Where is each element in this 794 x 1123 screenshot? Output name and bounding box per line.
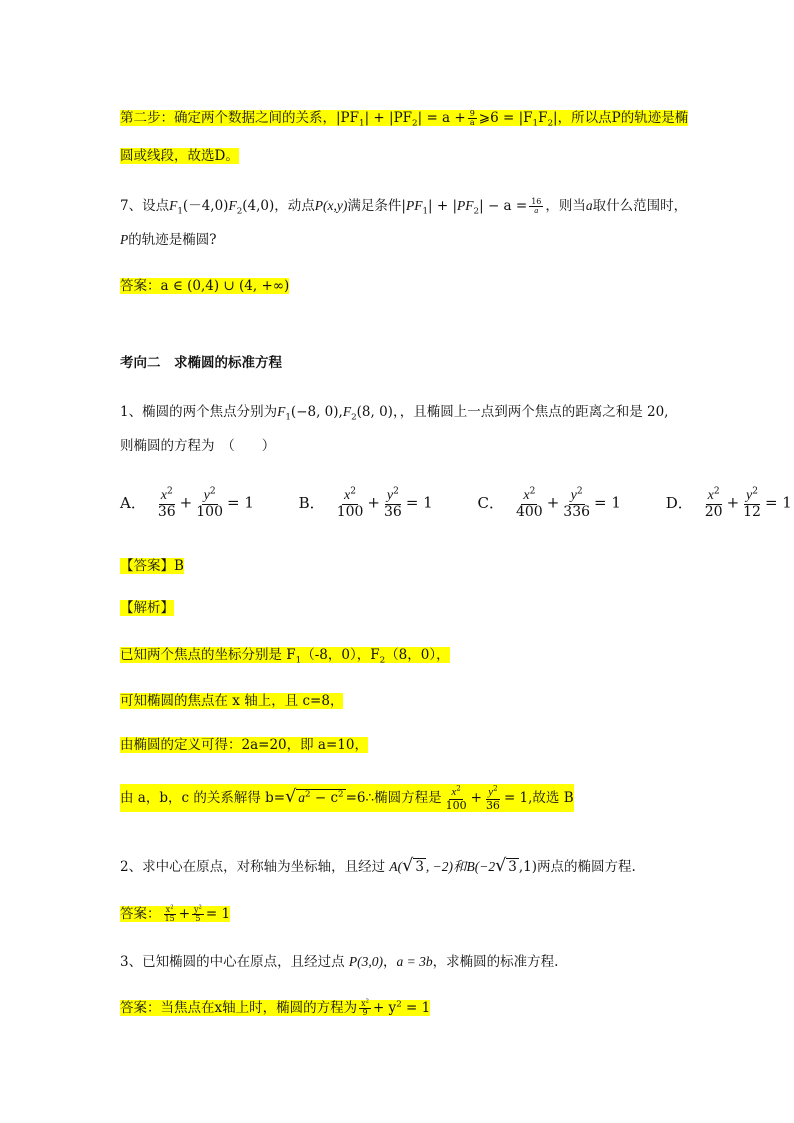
analysis-heading: 【解析】 — [120, 600, 174, 616]
option-a: A． $\frac{x^2}{36}$ + $\frac{y^2}{100}$ = 1 — [120, 486, 254, 520]
analysis-line2: 可知椭圆的焦点在 x 轴上，且 c=8， — [120, 693, 344, 709]
question-1-options — [120, 488, 792, 519]
answer-3: 答案：当焦点在x轴上时，椭圆的方程为 $\frac{x^2}{9}$ + $y^2 = 1$ — [120, 997, 431, 1017]
question-1-line1: 1、椭圆的两个焦点分别为$F_1(-8$, $0),F_2(8$, 0)，，且椭圆上一点到两个焦点的距离之和是 20, — [120, 404, 669, 423]
answer-2: 答案： $\frac{x^2}{15}$ + $\frac{y^2}{5}$ = 1 — [120, 903, 231, 923]
option-b: B． $\frac{x^2}{100}$ + $\frac{y^2}{36}$ = 1 — [298, 486, 433, 520]
question-7-line1: 7、设点$F_1(-4,0)F_2(4,0)$，动点P(x,y)满足条件$|PF_1| + |PF_2| - a$ = $\frac{16}{a}$ ，则当a取什么范围时， — [120, 196, 688, 217]
step2-fraction: $\frac{9}{a}$ — [469, 108, 475, 127]
answer-7: 答案：a ∈ (0,4) ∪ (4, +∞) — [120, 278, 290, 294]
q7-fraction: $\frac{16}{a}$ — [531, 196, 542, 215]
question-1-line2: 则椭圆的方程为 （ ） — [120, 438, 276, 454]
analysis-line3: 由椭圆的定义可得：2a=20，即 a=10， — [120, 737, 368, 753]
step2-line1: 第二步：确定两个数据之间的关系，$|PF_1| + |PF_2| = a$ + $\frac{9}{a}$ ⩾6 = $|F_1F_2|$，所以点P的轨迹是椭 — [120, 108, 689, 129]
analysis-line1: 已知两个焦点的坐标分别是 $F_1(-8$，0），$F_2(8$，0）， — [120, 647, 450, 666]
option-d: D． $\frac{x^2}{20}$ + $\frac{y^2}{12}$ = 1 — [665, 486, 792, 520]
question-2: 2、求中心在原点，对称轴为坐标轴，且经过 A(√ 3 , −2)和B(−2√ 3 ,1)两点的椭圆方程. — [120, 856, 636, 876]
answer-1: 【答案】B — [120, 558, 184, 574]
question-7-line2: P的轨迹是椭圆? — [120, 232, 217, 248]
section-title: 考向二 求椭圆的标准方程 — [120, 355, 282, 371]
analysis-line4: 由 a，b，c 的关系解得 b=√ $a^2 - c^2$ =6∴椭圆方程是 $\frac{x^2}{100}$ + $\frac{y^2}{36}$ = 1,故选 B — [120, 783, 574, 812]
option-c: C． $\frac{x^2}{400}$ + $\frac{y^2}{336}$ = 1 — [477, 486, 621, 520]
step2-line2: 圆或线段，故选D。 — [120, 148, 239, 164]
question-3: 3、已知椭圆的中心在原点，且经过点 P(3,0)，a = 3b，求椭圆的标准方程. — [120, 954, 559, 970]
